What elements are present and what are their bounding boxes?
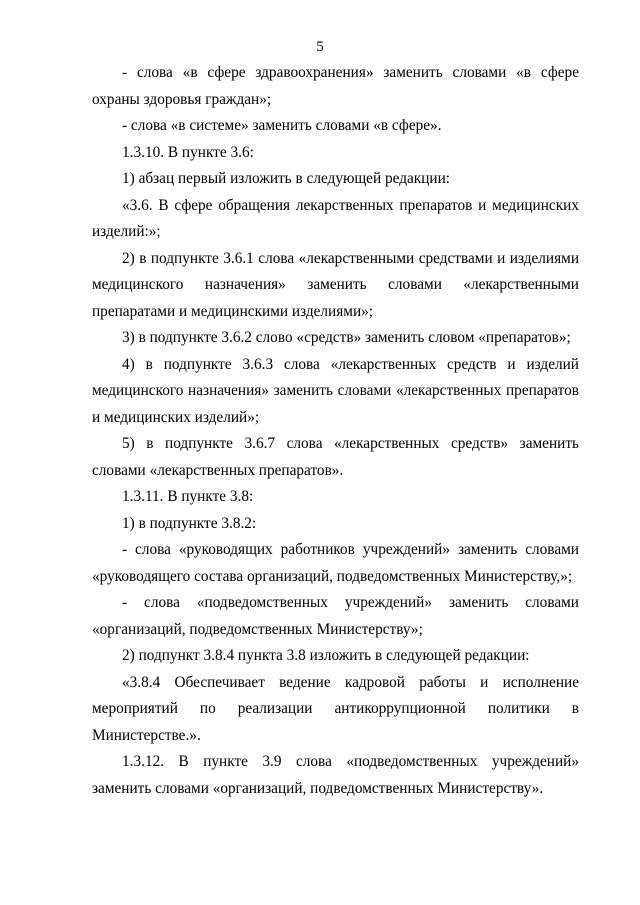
paragraph-line: - слова «в системе» заменить словами «в сфере».	[122, 117, 442, 134]
paragraph	[92, 484, 579, 511]
paragraph-line: мероприятий по реализации антикоррупционной политики в	[92, 700, 579, 717]
paragraph	[92, 590, 579, 643]
paragraph	[92, 643, 579, 670]
paragraph-line: охраны здоровья граждан»;	[92, 90, 272, 108]
paragraph	[92, 325, 579, 352]
page-number: 5	[316, 39, 324, 55]
paragraph	[92, 166, 579, 193]
paragraph-line: 1) в подпункте 3.8.2:	[122, 514, 257, 532]
paragraph-line: 1.3.10. В пункте 3.6:	[122, 143, 254, 161]
paragraph	[92, 140, 579, 167]
paragraph-line: «руководящего состава организаций, подведомственных Министерству,»;	[92, 567, 573, 585]
paragraph	[92, 193, 579, 246]
paragraph-line: препаратами и медицинскими изделиями»;	[92, 302, 374, 320]
paragraph	[92, 670, 579, 750]
paragraph	[92, 352, 579, 432]
paragraph-line: заменить словами «организаций, подведомственных Министерству».	[92, 779, 544, 797]
paragraph	[92, 60, 579, 113]
paragraph-line: «организаций, подведомственных Министерству»;	[92, 620, 423, 638]
paragraph-line: изделий:»;	[92, 223, 161, 240]
paragraph	[92, 431, 579, 484]
paragraph-line: 1) абзац первый изложить в следующей редакции:	[122, 170, 451, 187]
paragraph-line: Министерстве.».	[92, 726, 201, 744]
paragraph-line: «3.6. В сфере обращения лекарственных препаратов и медицинских	[122, 196, 579, 214]
paragraph	[92, 511, 579, 538]
paragraph	[92, 537, 579, 590]
paragraph-line: 1.3.11. В пункте 3.8:	[122, 488, 254, 505]
paragraph	[92, 749, 579, 802]
paragraph-line: 5) в подпункте 3.6.7 слова «лекарственных средств» заменить	[122, 435, 579, 452]
paragraph-line: медицинского назначения» заменить словами «лекарственных препаратов	[92, 382, 579, 399]
paragraph-line: 3) в подпункте 3.6.2 слово «средств» заменить словом «препаратов»;	[122, 329, 571, 346]
paragraph-line: 2) подпункт 3.8.4 пункта 3.8 изложить в следующей редакции:	[122, 647, 530, 664]
paragraph-line: - слова «руководящих работников учреждений» заменить словами	[122, 541, 579, 558]
paragraph-line: и медицинских изделий»;	[92, 408, 260, 426]
paragraph-line: медицинского назначения» заменить словами «лекарственными	[92, 276, 579, 293]
paragraph-line: словами «лекарственных препаратов».	[92, 461, 344, 479]
paragraph-line: - слова «подведомственных учреждений» заменить словами	[122, 594, 579, 611]
paragraph	[92, 113, 579, 140]
document-body	[92, 60, 579, 802]
paragraph-line: 2) в подпункте 3.6.1 слова «лекарственными средствами и изделиями	[122, 249, 579, 267]
paragraph-line: - слова «в сфере здравоохранения» заменить словами «в сфере	[122, 64, 579, 81]
paragraph-line: 1.3.12. В пункте 3.9 слова «подведомственных учреждений»	[122, 753, 579, 770]
paragraph	[92, 246, 579, 326]
paragraph-line: 4) в подпункте 3.6.3 слова «лекарственных средств и изделий	[122, 355, 579, 373]
paragraph-line: «3.8.4 Обеспечивает ведение кадровой работы и исполнение	[122, 673, 579, 691]
